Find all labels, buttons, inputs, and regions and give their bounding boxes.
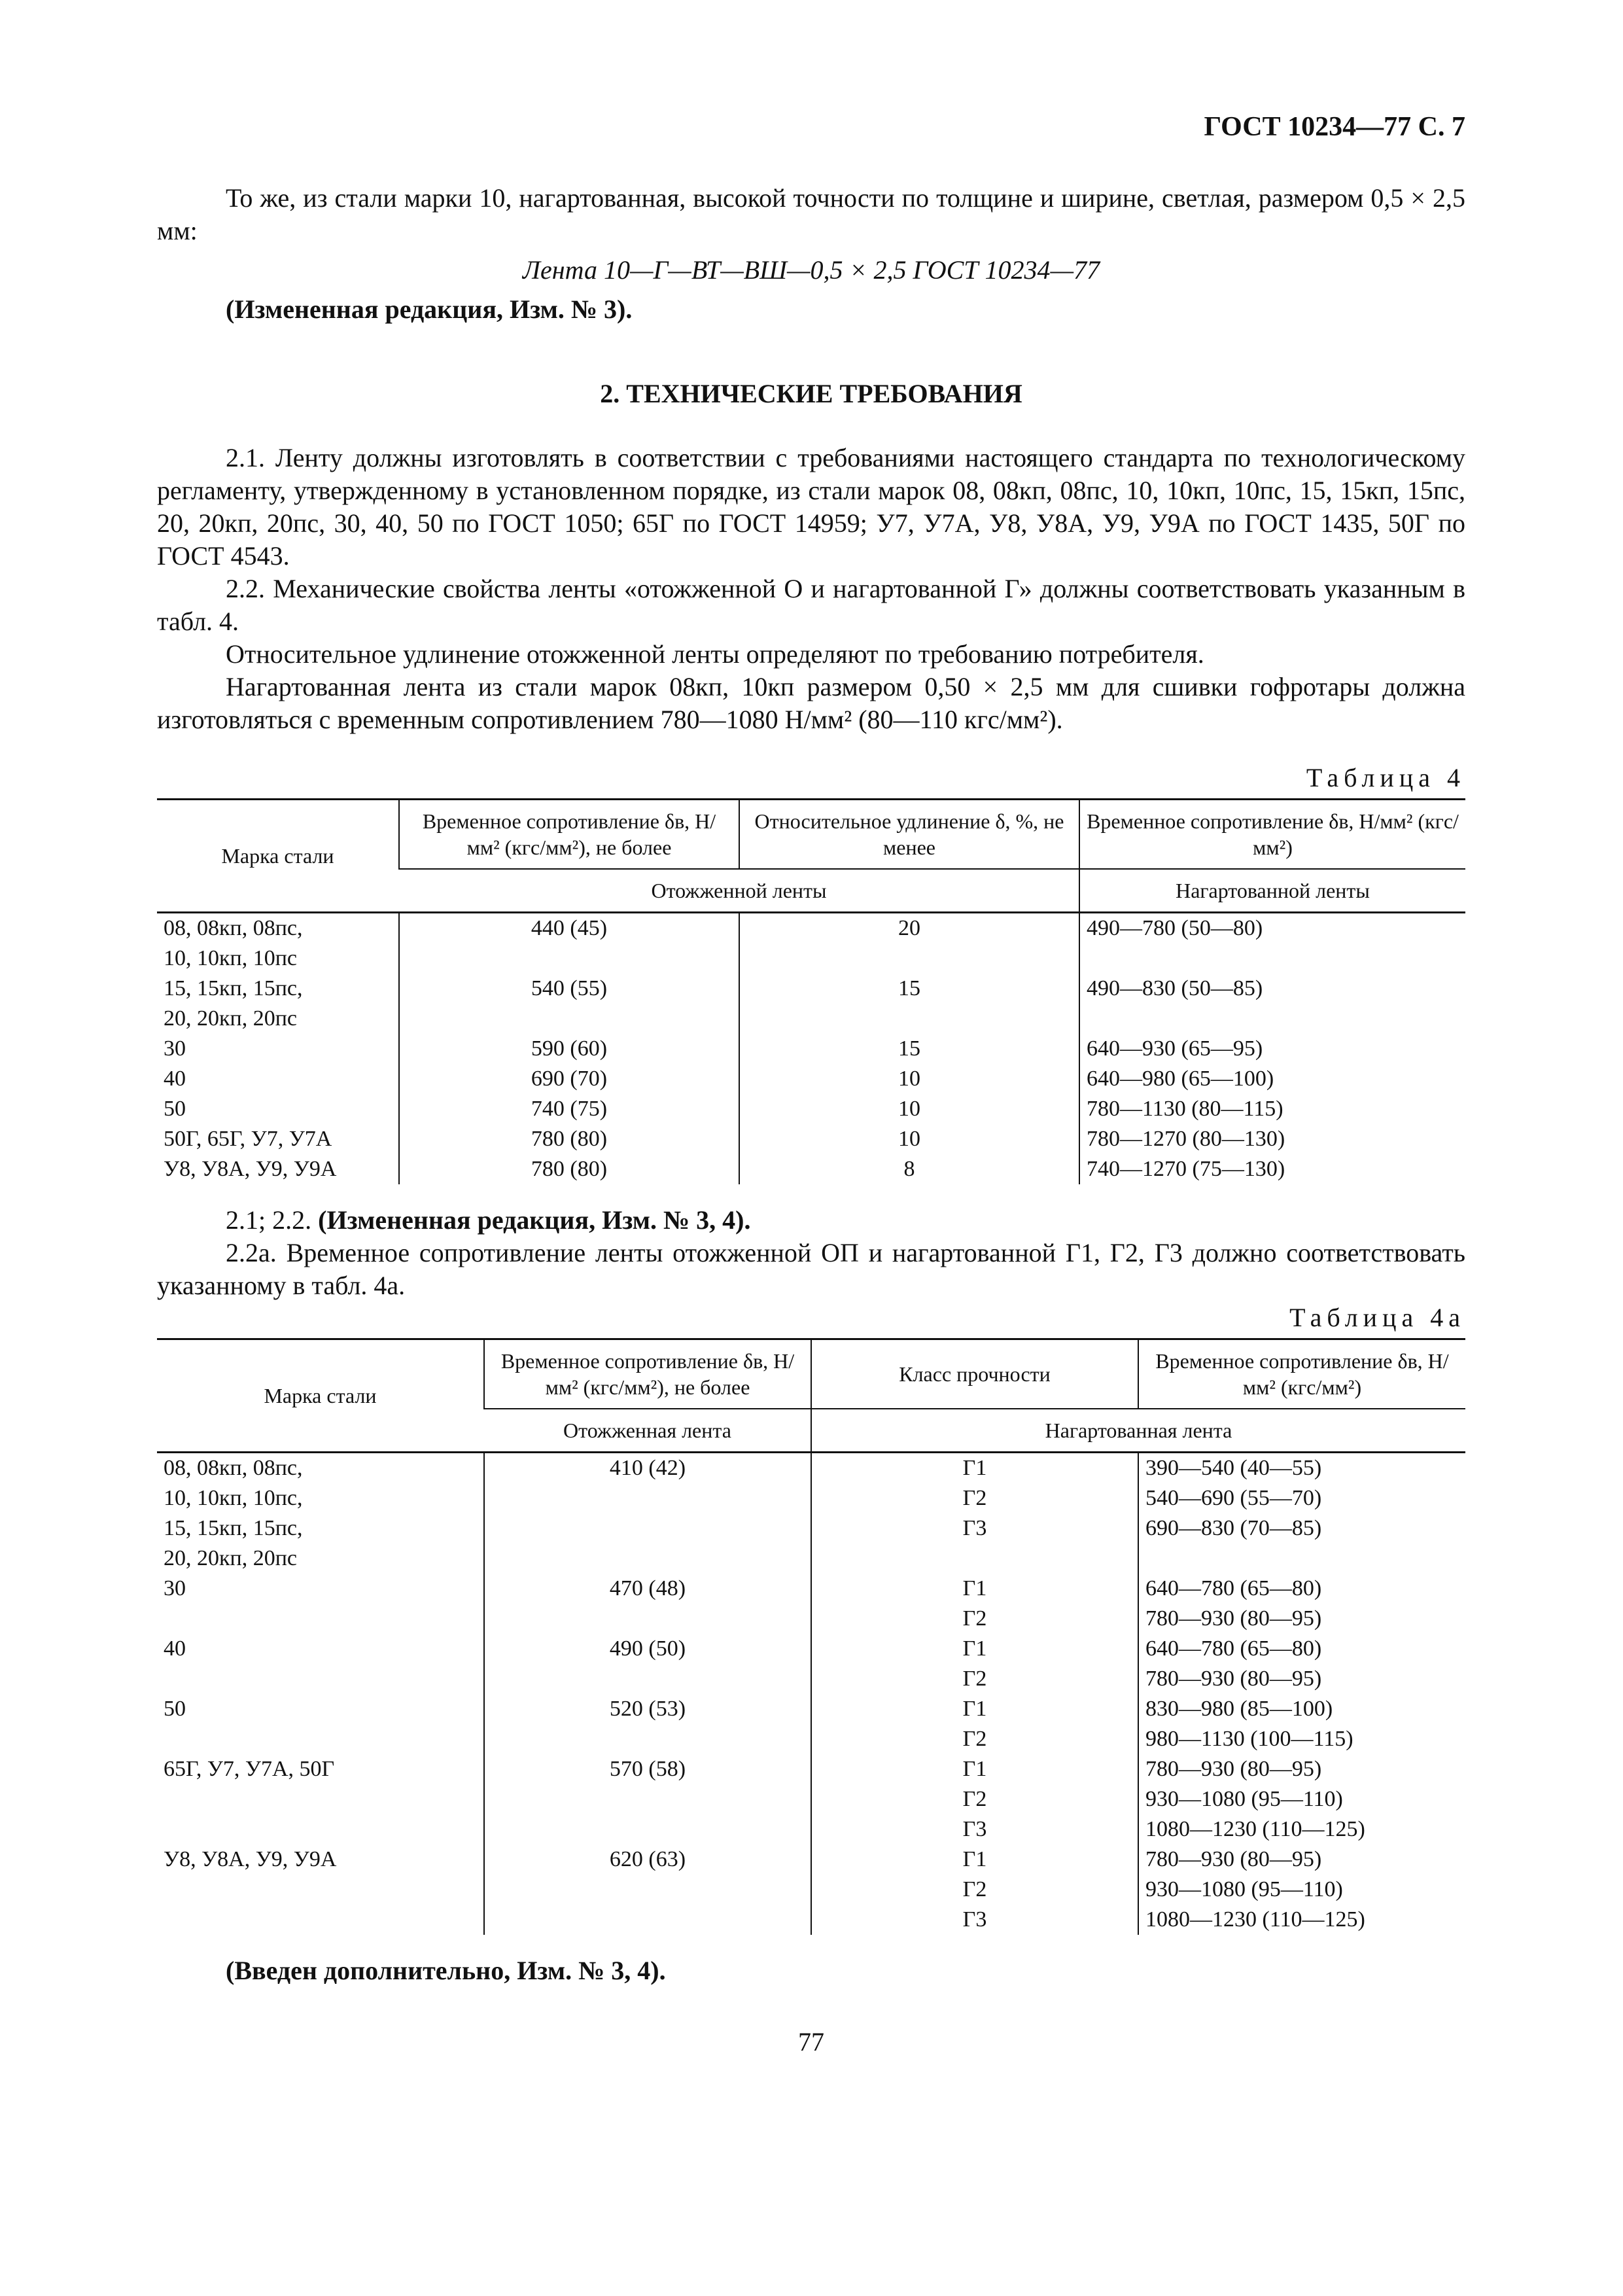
table-4-body: [157, 913, 1465, 1185]
grade-line: У8, У8А, У9, У9А: [164, 1847, 337, 1871]
strength-cell: 410 (42): [484, 1453, 811, 1574]
amendment-prefix: 2.1; 2.2.: [226, 1205, 319, 1235]
value-line: 930—1080 (95—110): [1145, 1787, 1343, 1811]
hardened-strength-cell: [1138, 1845, 1465, 1935]
table-4-subheader-annealed: Отожженной ленты: [399, 869, 1079, 913]
grade-line: 65Г, У7, У7А, 50Г: [164, 1757, 335, 1781]
grade-cell: [157, 1754, 484, 1845]
class-cell: [811, 1694, 1138, 1754]
class-line: Г3: [962, 1817, 987, 1841]
table-4-caption: Таблица 4: [1306, 763, 1465, 792]
grade-line: 50: [164, 1097, 186, 1121]
strength-cell: 490 (50): [484, 1634, 811, 1694]
grade-line: 40: [164, 1636, 186, 1661]
grade-line: 08, 08кп, 08пс,: [164, 1456, 303, 1480]
grade-cell: [157, 1574, 484, 1634]
value-line: 780—930 (80—95): [1145, 1606, 1322, 1631]
value-line: 980—1130 (100—115): [1145, 1727, 1353, 1751]
table-4a-header-class: Класс прочности: [811, 1339, 1138, 1409]
table-4a-header-grade: Марка стали: [157, 1339, 484, 1453]
value-line: 780—930 (80—95): [1145, 1847, 1322, 1871]
grade-cell: [157, 1845, 484, 1935]
table-4a-body: [157, 1453, 1465, 1935]
hardened-strength-cell: [1138, 1754, 1465, 1845]
value-line: 640—780 (65—80): [1145, 1636, 1322, 1661]
table-4-header-strength: Временное сопротивление δв, Н/мм² (кгс/мм²), не более: [399, 800, 739, 870]
hardened-strength-cell: 740—1270 (75—130): [1079, 1154, 1465, 1184]
grade-cell: [157, 1154, 399, 1184]
grade-cell: [157, 1634, 484, 1694]
hardened-strength-cell: [1138, 1694, 1465, 1754]
class-line: Г1: [962, 1576, 987, 1600]
table-row: [157, 1634, 1465, 1694]
hardened-strength-cell: 780—1270 (80—130): [1079, 1124, 1465, 1154]
document-page: [157, 111, 1465, 2057]
hardened-strength-cell: 490—830 (50—85): [1079, 974, 1465, 1034]
grade-line: 15, 15кп, 15пс,: [164, 1516, 303, 1540]
table-4-header-elongation: Относительное удлинение δ, %, не менее: [739, 800, 1079, 870]
amendment-2-1-2-2: [157, 1204, 1465, 1237]
class-line: Г2: [962, 1606, 987, 1631]
clause-2-2: 2.2. Механические свойства ленты «отожженной О и нагартованной Г» должны соответствовать указанным в табл. 4.: [157, 574, 1465, 636]
table-row: [157, 1124, 1465, 1154]
strength-cell: 740 (75): [399, 1094, 739, 1124]
table-4a-caption: Таблица 4а: [1289, 1303, 1465, 1332]
grade-line: 30: [164, 1576, 186, 1600]
strength-cell: 520 (53): [484, 1694, 811, 1754]
elongation-cell: 15: [739, 974, 1079, 1034]
table-row: [157, 1064, 1465, 1094]
table-4a-header-strength-hardened: Временное сопротивление δв, Н/мм² (кгс/мм²): [1138, 1339, 1465, 1409]
strength-cell: 590 (60): [399, 1034, 739, 1064]
grade-cell: [157, 1694, 484, 1754]
value-line: 540—690 (55—70): [1145, 1486, 1322, 1510]
strength-cell: 780 (80): [399, 1124, 739, 1154]
table-row: [157, 1094, 1465, 1124]
grade-cell: [157, 913, 399, 974]
table-row: [157, 1694, 1465, 1754]
table-row: [157, 913, 1465, 974]
class-line: Г2: [962, 1787, 987, 1811]
strength-cell: 440 (45): [399, 913, 739, 974]
table-row: [157, 1574, 1465, 1634]
amendment-note: (Измененная редакция, Изм. № 3).: [226, 294, 633, 324]
class-line: Г3: [962, 1907, 987, 1932]
table-4a-subheader-annealed: Отожженная лента: [484, 1409, 811, 1453]
grade-line: 20, 20кп, 20пс: [164, 1006, 297, 1031]
grade-line: 30: [164, 1036, 186, 1061]
grade-line: 15, 15кп, 15пс,: [164, 976, 303, 1000]
table-4-subheader-hardened: Нагартованной ленты: [1079, 869, 1465, 913]
grade-cell: [157, 1124, 399, 1154]
clause-2-2-hardened: Нагартованная лента из стали марок 08кп, 10кп размером 0,50 × 2,5 мм для сшивки гофротары должна изготовляться с временным сопротивлением 780—1080 Н/мм² (80—110 кгс/мм²).: [157, 672, 1465, 734]
class-line: Г1: [962, 1847, 987, 1871]
class-line: Г1: [962, 1456, 987, 1480]
strength-cell: 620 (63): [484, 1845, 811, 1935]
class-cell: [811, 1453, 1138, 1574]
table-4-header-grade: Марка стали: [157, 800, 399, 913]
class-line: Г1: [962, 1636, 987, 1661]
grade-line: У8, У8А, У9, У9А: [164, 1157, 337, 1181]
standard-header: ГОСТ 10234—77 С. 7: [1204, 112, 1465, 142]
hardened-strength-cell: [1138, 1634, 1465, 1694]
grade-cell: [157, 1064, 399, 1094]
elongation-cell: 8: [739, 1154, 1079, 1184]
value-line: 640—780 (65—80): [1145, 1576, 1322, 1600]
hardened-strength-cell: 490—780 (50—80): [1079, 913, 1465, 974]
class-line: Г2: [962, 1667, 987, 1691]
elongation-cell: 10: [739, 1094, 1079, 1124]
value-line: 1080—1230 (110—125): [1145, 1817, 1365, 1841]
strength-cell: 780 (80): [399, 1154, 739, 1184]
product-designation: Лента 10—Г—ВТ—ВШ—0,5 × 2,5 ГОСТ 10234—77: [522, 255, 1100, 285]
table-row: [157, 1034, 1465, 1064]
footer-amendment-note: (Введен дополнительно, Изм. № 3, 4).: [226, 1956, 666, 1985]
table-4-header-strength-hardened: Временное сопротивление δв, Н/мм² (кгс/мм²): [1079, 800, 1465, 870]
table-row: [157, 1154, 1465, 1184]
grade-line: 10, 10кп, 10пс,: [164, 1486, 303, 1510]
grade-line: 40: [164, 1067, 186, 1091]
strength-cell: 470 (48): [484, 1574, 811, 1634]
value-line: 930—1080 (95—110): [1145, 1877, 1343, 1901]
grade-line: 08, 08кп, 08пс,: [164, 916, 303, 940]
table-row: [157, 974, 1465, 1034]
grade-cell: [157, 974, 399, 1034]
value-line: 830—980 (85—100): [1145, 1697, 1333, 1721]
strength-cell: 540 (55): [399, 974, 739, 1034]
intro-paragraph: То же, из стали марки 10, нагартованная, высокой точности по толщине и ширине, светлая, размером 0,5 × 2,5 мм:: [157, 183, 1465, 245]
value-line: 780—930 (80—95): [1145, 1667, 1322, 1691]
hardened-strength-cell: 640—980 (65—100): [1079, 1064, 1465, 1094]
grade-cell: [157, 1034, 399, 1064]
clause-2-2a: 2.2а. Временное сопротивление ленты отожженной ОП и нагартованной Г1, Г2, Г3 должно соответствовать указанному в табл. 4а.: [157, 1238, 1465, 1300]
grade-line: 20, 20кп, 20пс: [164, 1546, 297, 1570]
hardened-strength-cell: 640—930 (65—95): [1079, 1034, 1465, 1064]
table-4: [157, 798, 1465, 1184]
table-row: [157, 1754, 1465, 1845]
clause-2-1: 2.1. Ленту должны изготовлять в соответствии с требованиями настоящего стандарта по технологическому регламенту, утвержденному в установленном порядке, из стали марок 08, 08кп, 08пс, 10, 10кп, 10пс, 15, 15кп, 15пс, 20, 20кп, 20пс, 30, 40, 50 по ГОСТ 1050; 65Г по ГОСТ 14959; У7, У7А, У8, У8А, У9, У9А по ГОСТ 1435, 50Г по ГОСТ 4543.: [157, 443, 1465, 571]
table-4a-subheader-hardened: Нагартованная лента: [811, 1409, 1465, 1453]
grade-cell: [157, 1094, 399, 1124]
elongation-cell: 10: [739, 1124, 1079, 1154]
table-4a-header-strength: Временное сопротивление δв, Н/мм² (кгс/мм²), не более: [484, 1339, 811, 1409]
grade-cell: [157, 1453, 484, 1574]
table-row: [157, 1453, 1465, 1574]
class-cell: [811, 1634, 1138, 1694]
grade-line: 50Г, 65Г, У7, У7А: [164, 1127, 332, 1151]
class-cell: [811, 1754, 1138, 1845]
strength-cell: 570 (58): [484, 1754, 811, 1845]
hardened-strength-cell: 780—1130 (80—115): [1079, 1094, 1465, 1124]
section-title: 2. ТЕХНИЧЕСКИЕ ТРЕБОВАНИЯ: [600, 379, 1022, 408]
value-line: 390—540 (40—55): [1145, 1456, 1322, 1480]
clause-2-2-elongation: Относительное удлинение отожженной ленты определяют по требованию потребителя.: [226, 639, 1204, 669]
grade-line: 10, 10кп, 10пс: [164, 946, 297, 970]
strength-cell: 690 (70): [399, 1064, 739, 1094]
value-line: 1080—1230 (110—125): [1145, 1907, 1365, 1932]
elongation-cell: 10: [739, 1064, 1079, 1094]
class-line: Г1: [962, 1757, 987, 1781]
table-4a: [157, 1338, 1465, 1935]
hardened-strength-cell: [1138, 1574, 1465, 1634]
class-cell: [811, 1574, 1138, 1634]
hardened-strength-cell: [1138, 1453, 1465, 1574]
value-line: 690—830 (70—85): [1145, 1516, 1322, 1540]
class-cell: [811, 1845, 1138, 1935]
table-row: [157, 1845, 1465, 1935]
value-line: 780—930 (80—95): [1145, 1757, 1322, 1781]
elongation-cell: 15: [739, 1034, 1079, 1064]
grade-line: 50: [164, 1697, 186, 1721]
amendment-bold: (Измененная редакция, Изм. № 3, 4).: [318, 1205, 751, 1235]
page-number: 77: [798, 2027, 824, 2057]
class-line: Г2: [962, 1727, 987, 1751]
class-line: Г1: [962, 1697, 987, 1721]
elongation-cell: 20: [739, 913, 1079, 974]
class-line: Г2: [962, 1877, 987, 1901]
class-line: Г2: [962, 1486, 987, 1510]
class-line: Г3: [962, 1516, 987, 1540]
